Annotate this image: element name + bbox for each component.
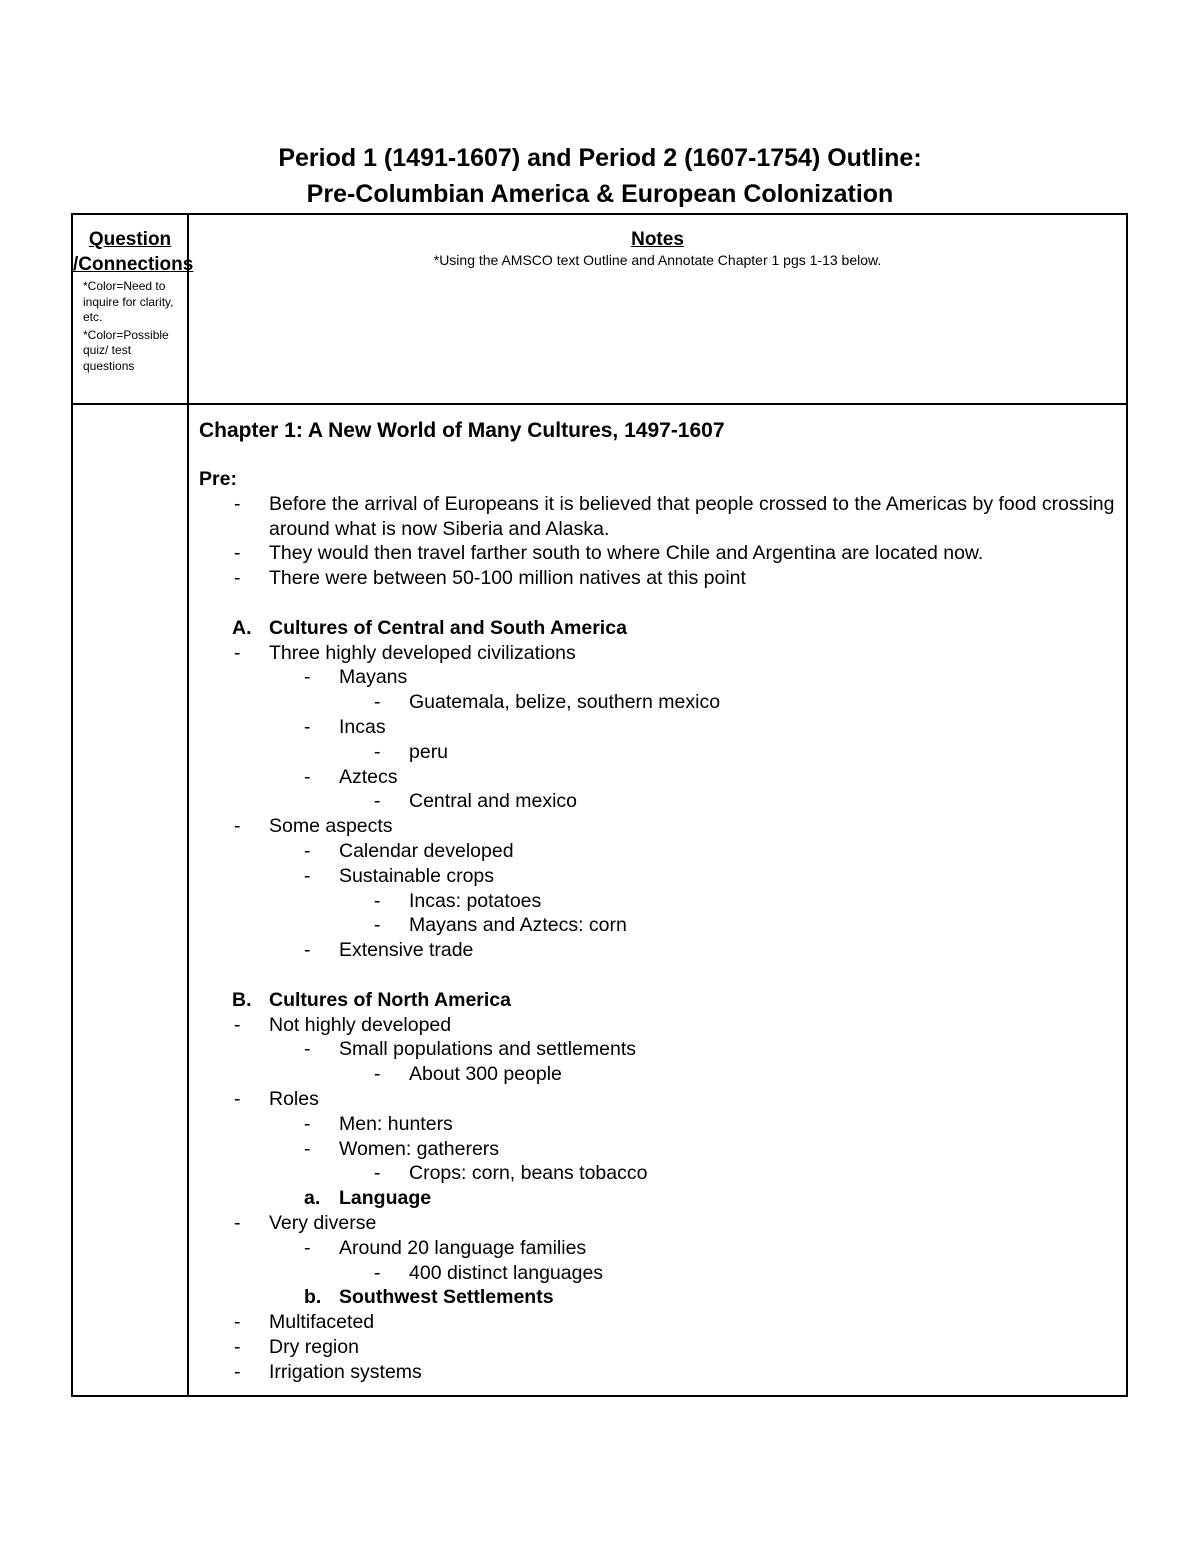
content-row (72, 404, 1127, 1396)
list-item: - Crops: corn, beans tobacco (374, 1162, 648, 1185)
notes-header-cell (188, 214, 1127, 404)
title-line-2: Pre-Columbian America & European Colonization (306, 180, 894, 208)
notes-heading: Notes (631, 229, 684, 250)
title-line-1: Period 1 (1491-1607) and Period 2 (1607-1754) Outline: (278, 144, 922, 172)
question-note-2: *Color=Possible quiz/ test questions (83, 327, 169, 373)
list-item: - About 300 people (374, 1063, 562, 1086)
question-cell (72, 404, 188, 1396)
list-item: - Guatemala, belize, southern mexico (374, 691, 721, 714)
list-item: - Before the arrival of Europeans it is believed that people crossed to the Americas by food crossing around what is now Siberia and Alaska. (234, 492, 1115, 540)
list-item: - Some aspects (234, 815, 393, 838)
pre-label: Pre: (199, 468, 237, 490)
chapter-title: Chapter 1: A New World of Many Cultures, 1497-1607 (199, 419, 725, 442)
section-b-heading: B. Cultures of North America (232, 988, 511, 1011)
list-item: - Irrigation systems (234, 1360, 422, 1383)
list-item: - There were between 50-100 million natives at this point (234, 567, 746, 590)
subsection-a-heading: a. Language (304, 1187, 432, 1210)
list-item: - peru (374, 740, 449, 763)
list-item: - Incas: potatoes (374, 889, 542, 912)
list-item: - Men: hunters (304, 1112, 453, 1135)
notes-cell (188, 404, 1127, 1396)
list-item: - Mayans (304, 666, 408, 689)
list-item: - Incas (304, 715, 386, 738)
question-note-1: *Color=Need to inquire for clarity, etc. (83, 279, 174, 324)
list-item: - Three highly developed civilizations (234, 641, 576, 664)
list-item: - Extensive trade (304, 939, 474, 962)
list-item: - Aztecs (304, 765, 398, 788)
header-row (72, 214, 1127, 404)
section-a-heading: A. Cultures of Central and South America (232, 616, 627, 639)
list-item: - Roles (234, 1087, 319, 1110)
outline-table (71, 213, 1128, 1397)
list-item: - Around 20 language families (304, 1236, 587, 1259)
list-item: - Very diverse (234, 1211, 377, 1234)
list-item: - 400 distinct languages (374, 1261, 604, 1284)
list-item: - Multifaceted (234, 1311, 375, 1334)
list-item: - Small populations and settlements (304, 1038, 637, 1061)
list-item: - Calendar developed (304, 839, 514, 862)
question-header-cell (72, 214, 194, 404)
list-item: - Dry region (234, 1335, 359, 1358)
question-heading: Question /Connections (73, 229, 194, 275)
document-title (0, 140, 1200, 212)
notes-subheading: *Using the AMSCO text Outline and Annotate Chapter 1 pgs 1-13 below. (433, 252, 882, 268)
list-item: - Central and mexico (374, 790, 577, 813)
list-item: - Mayans and Aztecs: corn (374, 914, 627, 937)
list-item: - They would then travel farther south to where Chile and Argentina are located now. (234, 542, 984, 565)
list-item: - Women: gatherers (304, 1137, 500, 1160)
subsection-b-heading: b. Southwest Settlements (304, 1286, 554, 1309)
list-item: - Not highly developed (234, 1013, 452, 1036)
list-item: - Sustainable crops (304, 864, 495, 887)
